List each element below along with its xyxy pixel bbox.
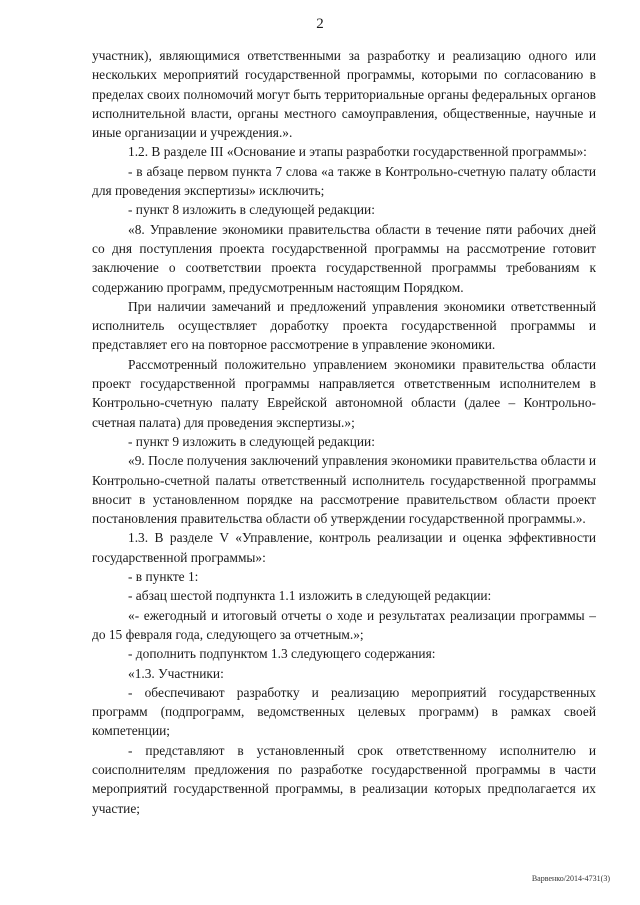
paragraph: «- ежегодный и итоговый отчеты о ходе и результатах реализации программы – до 15 февраля года, следующего за отчетным.»; xyxy=(92,607,596,642)
footer-document-code: Варвенко/2014-4731(3) xyxy=(531,874,610,883)
paragraph: - дополнить подпунктом 1.3 следующего содержания: xyxy=(128,646,436,662)
paragraph: 1.2. В разделе III «Основание и этапы разработки государственной программы»: xyxy=(128,144,587,160)
paragraph: участник), являющимися ответственными за разработку и реализацию одного или нескольких мероприятий государственной программы, которыми по согласованию в пределах своих полномочий могут быть территориальные органы федеральных органов исполнительной власти, органы местного самоуправления, общественные, научные и иные организации и учреждения.». xyxy=(92,48,596,141)
paragraph: - абзац шестой подпункта 1.1 изложить в следующей редакции: xyxy=(128,588,492,604)
paragraph: - представляют в установленный срок ответственному исполнителю и соисполнителям предложения по разработке государственной программы в части мероприятий государственной программы, в реализации которых предполагается их участие; xyxy=(92,742,596,816)
paragraph: - пункт 8 изложить в следующей редакции: xyxy=(128,202,375,218)
paragraph: «9. После получения заключений управления экономики правительства области и Контрольно-счетной палаты ответственный исполнитель государственной программы вносит в установленном порядке на рассмотрение правительством области проект постановления правительства области об утверждении государственной программы.». xyxy=(92,453,596,527)
paragraph: - в абзаце первом пункта 7 слова «а также в Контрольно-счетную палату области для проведения экспертизы» исключить; xyxy=(92,163,596,199)
document-body xyxy=(92,46,596,818)
paragraph: Рассмотренный положительно управлением экономики правительства области проект государственной программы направляется ответственным исполнителем в Контрольно-счетную палату Еврейской автономной области (далее – Контрольно-счетная палата) для проведения экспертизы.»; xyxy=(92,356,596,430)
paragraph: 1.3. В разделе V «Управление, контроль реализации и оценка эффективности государственной программы»: xyxy=(92,530,596,565)
paragraph: - пункт 9 изложить в следующей редакции: xyxy=(128,433,375,449)
paragraph: «1.3. Участники: xyxy=(128,665,224,681)
page-number: 2 xyxy=(316,16,324,32)
paragraph: При наличии замечаний и предложений управления экономики ответственный исполнитель осуществляет доработку проекта государственной программы и представляет его на повторное рассмотрение в управление экономики. xyxy=(92,298,596,353)
paragraph: «8. Управление экономики правительства области в течение пяти рабочих дней со дня поступления проекта государственной программы на рассмотрение готовит заключение о соответствии проекта государственной программы требованиям к содержанию программ, предусмотренным настоящим Порядком. xyxy=(92,221,596,295)
paragraph: - в пункте 1: xyxy=(128,569,199,585)
paragraph: - обеспечивают разработку и реализацию мероприятий государственных программ (подпрограмм, ведомственных целевых программ) в рамках своей компетенции; xyxy=(92,684,596,739)
